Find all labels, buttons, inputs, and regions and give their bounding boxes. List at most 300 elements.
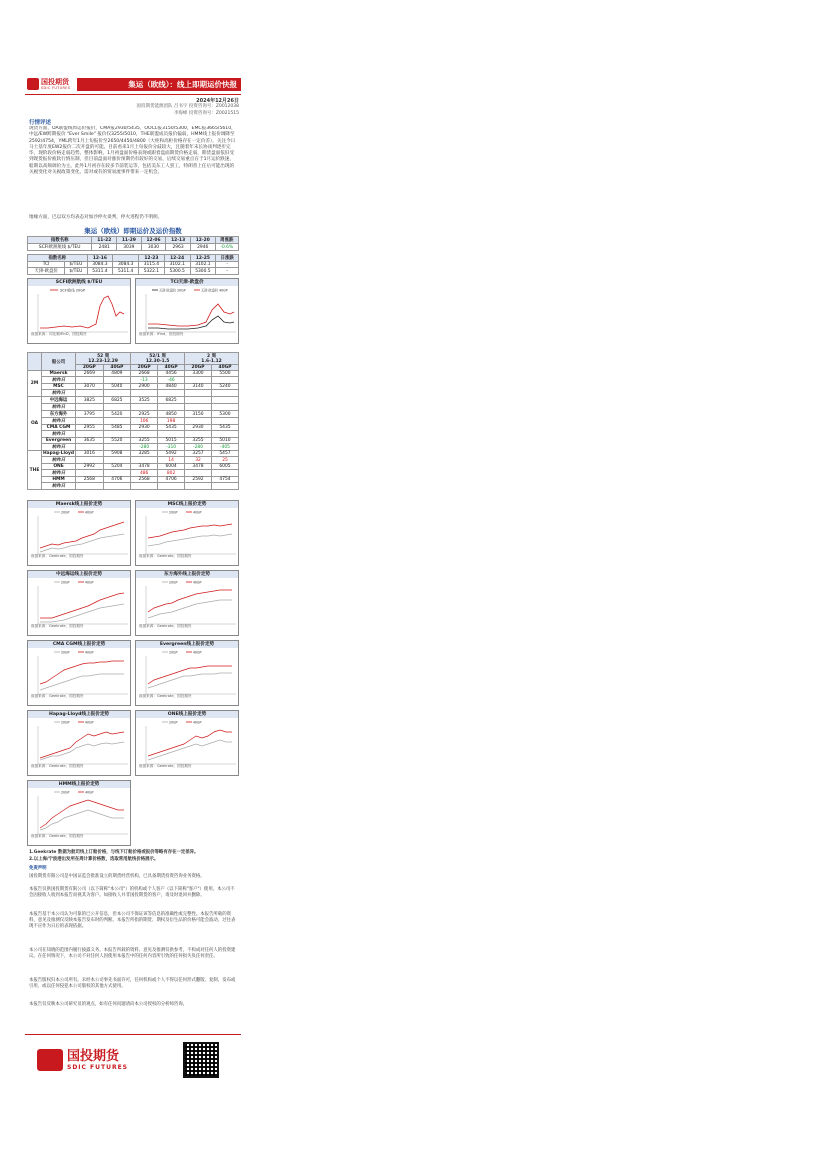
legend-20gp: 20GP bbox=[61, 510, 70, 515]
carrier-chart-plot bbox=[28, 788, 132, 840]
quote-cell bbox=[103, 377, 131, 384]
quote-cell bbox=[76, 404, 104, 411]
col-week1: 52 周 12.23-12.29 bbox=[76, 353, 131, 365]
quote-cell bbox=[131, 390, 158, 397]
quote-cell bbox=[103, 404, 131, 411]
tci-row bbox=[28, 268, 239, 275]
quote-cell: 106 bbox=[131, 418, 158, 425]
carrier-name-cell: ONE bbox=[42, 464, 76, 470]
tci-chart-title: TCI天津-欧盘价 bbox=[136, 279, 238, 286]
author-line-1: 国投期货能源团队 吕书宇 投资咨询号：Z0012038 bbox=[136, 104, 239, 109]
quote-cell bbox=[131, 483, 158, 490]
carrier-name-cell: 较昨日 bbox=[42, 377, 76, 384]
container-type-header: 20GP bbox=[131, 365, 158, 371]
quote-cell bbox=[76, 377, 104, 384]
legend-20gp: 20GP bbox=[61, 580, 70, 585]
quote-cell: 5040 bbox=[103, 384, 131, 390]
tci-header-cell bbox=[113, 255, 139, 262]
carrier-chart-source: 数据来源：Geekrate，国投期货 bbox=[31, 554, 84, 558]
tci-cell: 天津-欧盘价 bbox=[28, 268, 65, 275]
carrier-name-cell: Maersk bbox=[42, 371, 76, 377]
tci-legend-b: 天津-欧盘价 40GP bbox=[201, 288, 228, 293]
footer-logo-en: SDIC FUTURES bbox=[67, 1063, 129, 1071]
carrier-chart-plot bbox=[28, 578, 132, 630]
quote-cell bbox=[211, 418, 238, 425]
quote-cell: 14 bbox=[158, 457, 185, 464]
carrier-name-cell: 较昨日 bbox=[42, 470, 76, 477]
container-type-header: 40GP bbox=[211, 365, 238, 371]
series-40gp bbox=[148, 590, 232, 612]
carrier-chart bbox=[135, 570, 239, 636]
quote-cell: 5420 bbox=[103, 411, 131, 418]
quote-cell bbox=[103, 418, 131, 425]
scfi-header-cell: 12-06 bbox=[141, 237, 166, 244]
quote-cell: 6825 bbox=[158, 397, 185, 404]
quote-cell: 5015 bbox=[158, 438, 185, 444]
quote-cell: 4706 bbox=[158, 477, 185, 483]
quote-cell bbox=[76, 390, 104, 397]
legend-20gp: 20GP bbox=[169, 650, 178, 655]
carrier-chart-source: 数据来源：Geekrate，国投期货 bbox=[31, 764, 84, 768]
quote-cell bbox=[211, 483, 238, 490]
carrier-name-cell: Hapag-Lloyd bbox=[43, 451, 75, 456]
quote-cell bbox=[211, 470, 238, 477]
quote-cell bbox=[185, 418, 212, 425]
disclaimer-heading: 免责声明 bbox=[29, 866, 47, 871]
quote-cell: 486 bbox=[131, 470, 158, 477]
carrier-name-cell: 较昨日 bbox=[42, 483, 76, 490]
scfi-value-cell: 2481 bbox=[92, 244, 117, 251]
legend-40gp: 40GP bbox=[193, 650, 202, 655]
quote-cell bbox=[185, 390, 212, 397]
quote-cell: 6825 bbox=[103, 397, 131, 404]
author-line-2: 李海峰 投资咨询号：Z0021515 bbox=[173, 111, 239, 116]
carrier-chart-source: 数据来源：Geekrate，国投期货 bbox=[139, 694, 192, 698]
logo-en: SDIC FUTURES bbox=[41, 86, 71, 90]
quote-row bbox=[28, 411, 239, 418]
qr-code-icon bbox=[183, 1042, 219, 1078]
legend-40gp: 40GP bbox=[85, 580, 94, 585]
legend-40gp: 40GP bbox=[85, 510, 94, 515]
scfi-value-cell: 2963 bbox=[166, 244, 191, 251]
quote-cell bbox=[158, 483, 185, 490]
review-paragraph-1: 现货方面，OA联盟线周运价报价，CMA报2930/5435，OOCL报3150/5300，EMC报3665/5610，中远/EW跨期报价 "Ever Smile" 报价仅3255/5010，THE联盟成员报价偏弱，HMM线上报价调降至2592/4754，YML跨年1月上旬报价至2650/4450/4800（大柜和高柜价格存在一定价差），关注今日马士基年度EW2报价二次开盘的可能。目前看来1月上旬报价分歧较大，且随着年末长协谈判逐步完毕，现阶段价格走弱趋势，整体影响，1月初盘面价格表现或跟着盘面期货价格走弱，期货盘面依旧受到现货报价疲软行情压制，但目前盘面对涨价预期仍有较好的交易，后续交易重点在于1月运价跌速，船期以高频调价为主。此外1月初存在较多节前装运等，包括美东工人罢工，特朗普上任后可能出现的关税变化对关税政策变化，需对或有的贸易流事件带来一定机会。 bbox=[29, 126, 236, 176]
quote-cell bbox=[185, 470, 212, 477]
footer-logo-cn: 国投期货 bbox=[67, 1048, 120, 1064]
tci-cell: 5300.5 bbox=[190, 268, 216, 275]
carrier-chart-source: 数据来源：Geekrate，国投期货 bbox=[139, 764, 192, 768]
quote-cell bbox=[76, 483, 104, 490]
quote-row bbox=[28, 397, 239, 404]
carrier-name-cell: 东方海外 bbox=[42, 411, 76, 418]
carrier-chart bbox=[27, 780, 131, 846]
legend-20gp: 20GP bbox=[169, 510, 178, 515]
quote-cell: 3478 bbox=[185, 464, 212, 470]
quote-cell: 32 bbox=[185, 457, 212, 464]
carrier-chart-plot bbox=[28, 718, 132, 770]
quote-cell: 2668 bbox=[131, 371, 158, 377]
legend-40gp: 40GP bbox=[85, 720, 94, 725]
container-type-header: 20GP bbox=[185, 365, 212, 371]
carrier-name-cell: 较昨日 bbox=[42, 444, 76, 451]
quote-row bbox=[28, 377, 239, 384]
quote-row bbox=[28, 483, 239, 490]
quote-cell bbox=[211, 431, 238, 438]
tci-cell: 3102.1 bbox=[190, 262, 216, 268]
scfi-header-cell: 12-20 bbox=[190, 237, 215, 244]
quote-row bbox=[28, 444, 239, 451]
quote-cell bbox=[211, 390, 238, 397]
note-2: 2.以上海/宁波港出发所在周计算价格数，选取常用航线价格展示。 bbox=[29, 857, 159, 862]
quote-cell: 5240 bbox=[211, 384, 238, 390]
series-20gp bbox=[148, 740, 232, 760]
index-table-title: 集运（欧线）即期运价及运价指数 bbox=[84, 227, 182, 235]
quote-row bbox=[28, 390, 239, 397]
quote-cell bbox=[103, 390, 131, 397]
carrier-chart bbox=[135, 710, 239, 776]
carrier-name-cell: 较昨日 bbox=[42, 390, 76, 397]
quote-cell: 3795 bbox=[76, 411, 104, 418]
quote-cell: 2669 bbox=[76, 371, 104, 377]
tci-cell: 5300.5 bbox=[164, 268, 190, 275]
quote-cell: 5204 bbox=[103, 464, 131, 470]
disclaimer-6: 本报告仅反映本公司研究员的观点，如有任何问题请向本公司授权的分析师咨询。 bbox=[29, 1002, 188, 1007]
tci-cell: $/TEU bbox=[65, 268, 87, 275]
tci-legend-a: 天津-欧盘价 20GP bbox=[159, 288, 186, 293]
scfi-header-cell: 12-13 bbox=[166, 237, 191, 244]
alliance-cell: 2M bbox=[28, 371, 42, 397]
alliance-cell: THE bbox=[28, 451, 42, 490]
legend-40gp: 40GP bbox=[193, 580, 202, 585]
carrier-chart-title: 东方海外线上报价走势 bbox=[136, 571, 238, 578]
carrier-chart-title: Evergreen线上报价走势 bbox=[136, 641, 238, 648]
quote-cell bbox=[185, 431, 212, 438]
scfi-value-cell: 3039 bbox=[117, 244, 142, 251]
series-20gp bbox=[148, 600, 232, 618]
tci-cell: $/TEU bbox=[65, 262, 87, 268]
quote-cell: 3070 bbox=[76, 384, 104, 390]
legend-20gp: 20GP bbox=[61, 720, 70, 725]
review-heading: 行情评述 bbox=[29, 120, 52, 126]
carrier-name-cell: CMA CGM bbox=[42, 425, 76, 431]
quote-cell: 4809 bbox=[103, 371, 131, 377]
tci-header-cell: 12-16 bbox=[87, 255, 113, 262]
legend-20gp: 20GP bbox=[169, 720, 178, 725]
quote-row bbox=[28, 418, 239, 425]
scfi-header-cell: 11-22 bbox=[92, 237, 117, 244]
footer-divider bbox=[25, 1034, 241, 1035]
quote-row bbox=[28, 470, 239, 477]
container-type-header: 40GP bbox=[103, 365, 131, 371]
quote-cell bbox=[76, 470, 104, 477]
quote-cell bbox=[103, 470, 131, 477]
series-20gp bbox=[40, 604, 124, 622]
scfi-value-cell: -0.6% bbox=[215, 244, 238, 251]
quote-cell: 2930 bbox=[131, 425, 158, 431]
series-40gp bbox=[148, 666, 232, 684]
carrier-chart-plot bbox=[136, 508, 240, 560]
quote-cell: 3825 bbox=[76, 397, 104, 404]
quote-cell: -46 bbox=[158, 377, 185, 384]
scfi-chart-source: 数据来源：同花顺iFinD，国投期货 bbox=[31, 332, 87, 336]
quote-cell bbox=[211, 377, 238, 384]
carrier-name-cell: 较昨日 bbox=[42, 418, 76, 425]
series-40gp bbox=[148, 730, 232, 756]
review-paragraph-2: 地缘方面，巴以双方均表态对加沙停火谈判，停火进程仍不明朗。 bbox=[29, 215, 163, 220]
series-40gp bbox=[40, 661, 124, 684]
carrier-name-cell: 较昨日 bbox=[42, 431, 76, 438]
quote-cell: 2592 bbox=[185, 477, 212, 483]
disclaimer-5: 本报告版权归本公司所有。未经本公司事先书面许可，任何机构或个人不得以任何形式翻版、复制、发布或引用，或以任何侵犯本公司版权的其他方式使用。 bbox=[29, 978, 236, 989]
quote-cell: 2992 bbox=[76, 464, 104, 470]
scfi-value-cell: 2946 bbox=[190, 244, 215, 251]
quote-cell bbox=[131, 431, 158, 438]
tci-cell: - bbox=[216, 262, 239, 268]
quote-cell: 802 bbox=[158, 470, 185, 477]
scfi-index-table bbox=[27, 236, 239, 251]
carrier-chart-plot bbox=[136, 718, 240, 770]
quote-cell: 5492 bbox=[158, 451, 185, 457]
tci-cell: 3115.4 bbox=[139, 262, 165, 268]
tci-cell: 3084.3 bbox=[113, 262, 139, 268]
quote-cell: 5435 bbox=[158, 425, 185, 431]
quote-cell: -405 bbox=[211, 444, 238, 451]
carrier-chart bbox=[27, 710, 131, 776]
scfi-value-cell: 3030 bbox=[141, 244, 166, 251]
quote-cell bbox=[158, 431, 185, 438]
carrier-name-cell: MSC bbox=[42, 384, 76, 390]
col-company: 船公司 bbox=[42, 353, 76, 371]
legend-40gp: 40GP bbox=[85, 790, 94, 795]
quote-cell bbox=[185, 483, 212, 490]
legend-40gp: 40GP bbox=[193, 720, 202, 725]
alliance-cell: OA bbox=[28, 397, 42, 451]
carrier-chart bbox=[27, 570, 131, 636]
quote-cell: -280 bbox=[185, 444, 212, 451]
quote-cell: 4456 bbox=[158, 371, 185, 377]
report-date: 2024年12月26日 bbox=[196, 98, 239, 104]
quote-cell: 3255 bbox=[131, 438, 158, 444]
quote-cell bbox=[76, 457, 104, 464]
quote-row bbox=[28, 431, 239, 438]
carrier-chart-source: 数据来源：Geekrate，国投期货 bbox=[31, 694, 84, 698]
carrier-name-cell: HMM bbox=[42, 477, 76, 483]
legend-40gp: 40GP bbox=[193, 510, 202, 515]
disclaimer-2: 本报告仅供国投期货有限公司（以下简称"本公司"）的机构或个人客户（以下简称"客户"）使用。本公司不会因接收人收到本报告而视其为客户。如接收人并非国投期货的客户，请及时退回并删除。 bbox=[29, 887, 235, 898]
quote-cell: 4706 bbox=[103, 477, 131, 483]
scfi-chart bbox=[27, 278, 131, 344]
quote-cell: 3525 bbox=[131, 397, 158, 404]
company-logo bbox=[27, 75, 75, 93]
series-20gp bbox=[40, 810, 124, 830]
quote-cell: 198 bbox=[158, 418, 185, 425]
quote-cell: -13 bbox=[131, 377, 158, 384]
tci-cell: 5311.4 bbox=[87, 268, 113, 275]
quote-cell bbox=[103, 431, 131, 438]
quote-cell bbox=[103, 483, 131, 490]
quote-cell: 5435 bbox=[211, 425, 238, 431]
col-week3: 2 周 1.6-1.12 bbox=[185, 353, 239, 365]
disclaimer-1: 国投期货有限公司是中国证监会批准设立的期货经营机构，已具备期货投资咨询业务资格。 bbox=[29, 874, 205, 879]
carrier-chart-source: 数据来源：Geekrate，国投期货 bbox=[31, 834, 84, 838]
carrier-chart bbox=[135, 500, 239, 566]
tci-header-cell: 指数名称 bbox=[28, 255, 88, 262]
footer-logo bbox=[37, 1040, 159, 1080]
series-20gp bbox=[148, 673, 232, 688]
tci-chart-plot bbox=[136, 286, 240, 338]
tci-chart-source: 数据来源：iFind，国投期货 bbox=[139, 332, 184, 336]
quote-cell: 25 bbox=[211, 457, 238, 464]
disclaimer-4: 本公司在知晓的范围内履行披露义务。本报告所载的资料、意见及推测仅供参考，不构成对任何人的投资建议。在任何情况下，本公司不对任何人因使用本报告中的任何内容所引致的任何损失负任何责任。 bbox=[29, 948, 236, 959]
quote-cell: 3478 bbox=[131, 464, 158, 470]
container-type-header: 20GP bbox=[76, 365, 104, 371]
tci-line-40 bbox=[148, 304, 234, 326]
quote-cell bbox=[185, 404, 212, 411]
logo-mark-icon bbox=[27, 78, 39, 90]
quote-cell bbox=[76, 444, 104, 451]
carrier-chart-plot bbox=[28, 508, 132, 560]
carrier-chart bbox=[135, 640, 239, 706]
scfi-header-cell: 11-29 bbox=[117, 237, 142, 244]
quote-cell: 2955 bbox=[76, 425, 104, 431]
quote-cell: 5300 bbox=[211, 411, 238, 418]
scfi-header-cell: 指数名称 bbox=[28, 237, 92, 244]
note-1: 1.Geekrate 数据为航司线上订舱价格，与线下订舱价格或报价等略有存在一定差异。 bbox=[29, 850, 199, 855]
quote-cell: 3150 bbox=[185, 411, 212, 418]
report-title: 集运（欧线）：线上即期运价快报 bbox=[77, 78, 241, 91]
tci-cell: 5311.4 bbox=[113, 268, 139, 275]
legend-20gp: 20GP bbox=[61, 790, 70, 795]
quote-cell: 3300 bbox=[185, 371, 212, 377]
tci-line-20 bbox=[148, 316, 234, 329]
quote-cell bbox=[131, 404, 158, 411]
tci-cell: TCI bbox=[28, 262, 65, 268]
quote-cell: 3140 bbox=[185, 384, 212, 390]
tci-header-cell: 12-23 bbox=[139, 255, 165, 262]
quote-cell: 4754 bbox=[211, 477, 238, 483]
quote-cell: 3635 bbox=[76, 438, 104, 444]
tci-header-cell: 12-25 bbox=[190, 255, 216, 262]
carrier-chart-title: CMA CGM线上报价走势 bbox=[28, 641, 130, 648]
carrier-chart-title: Maersk线上报价走势 bbox=[28, 501, 130, 508]
scfi-header-cell: 周涨跌 bbox=[215, 237, 238, 244]
quote-cell: 2568 bbox=[76, 477, 104, 483]
scfi-chart-title: SCFI欧洲航线 $/TEU bbox=[28, 279, 130, 286]
carrier-chart-plot bbox=[136, 578, 240, 630]
report-page bbox=[25, 72, 241, 1092]
series-20gp bbox=[40, 742, 124, 760]
scfi-value-cell: SCFI欧洲航线 $/TEU bbox=[28, 244, 92, 251]
carrier-name-cell: Evergreen bbox=[42, 438, 76, 444]
carrier-chart-title: MSC线上报价走势 bbox=[136, 501, 238, 508]
quote-cell: 5520 bbox=[103, 438, 131, 444]
quote-cell: 2568 bbox=[131, 477, 158, 483]
quote-cell: 2925 bbox=[131, 411, 158, 418]
disclaimer-3: 本报告基于本公司认为可靠的已公开信息，但本公司不保证该等信息的准确性或完整性。本报告所载的资料、意见及推测仅反映本报告发布时的判断。本报告所指的期货、期权及衍生品的价格可能会波动，过往表现不应作为日后的表现依据。 bbox=[29, 912, 236, 929]
tci-cell: 3102.1 bbox=[164, 262, 190, 268]
tci-header-cell: 12-24 bbox=[164, 255, 190, 262]
quote-cell bbox=[158, 390, 185, 397]
carrier-quote-table bbox=[27, 352, 239, 490]
quote-row bbox=[28, 404, 239, 411]
carrier-chart-plot bbox=[28, 648, 132, 700]
series-40gp bbox=[40, 732, 124, 758]
carrier-name-cell: 较昨日 bbox=[42, 457, 76, 464]
carrier-chart-title: ONE线上报价走势 bbox=[136, 711, 238, 718]
series-20gp bbox=[40, 534, 124, 552]
quote-cell bbox=[76, 431, 104, 438]
quote-cell: 6004 bbox=[158, 464, 185, 470]
quote-cell: 3285 bbox=[131, 451, 158, 457]
series-20gp bbox=[40, 674, 124, 690]
col-week2: 52/1 周 12.30-1.5 bbox=[131, 353, 185, 365]
quote-row bbox=[28, 457, 239, 464]
quote-cell bbox=[103, 444, 131, 451]
carrier-chart-source: 数据来源：Geekrate，国投期货 bbox=[139, 624, 192, 628]
footer-logo-mark-icon bbox=[37, 1049, 63, 1071]
quote-cell bbox=[158, 404, 185, 411]
quote-cell: 5500 bbox=[211, 371, 238, 377]
scfi-line bbox=[40, 296, 124, 328]
tci-chart bbox=[135, 278, 239, 344]
tci-header-cell: 日涨跌 bbox=[216, 255, 239, 262]
quote-cell: 2930 bbox=[185, 425, 212, 431]
quote-cell: 3016 bbox=[76, 451, 104, 457]
carrier-chart-source: 数据来源：Geekrate，国投期货 bbox=[139, 554, 192, 558]
report-header bbox=[25, 72, 241, 96]
carrier-name-cell: 较昨日 bbox=[42, 404, 76, 411]
scfi-legend: SCFI欧线 20GP bbox=[60, 288, 86, 293]
header-divider bbox=[25, 94, 241, 95]
quote-cell: 5908 bbox=[103, 451, 131, 457]
quote-cell: 6005 bbox=[211, 464, 238, 470]
quote-cell: -310 bbox=[158, 444, 185, 451]
tci-cell: 3084.3 bbox=[87, 262, 113, 268]
quote-cell: 5457 bbox=[211, 451, 238, 457]
scfi-chart-plot bbox=[28, 286, 132, 338]
quote-cell: 3255 bbox=[185, 438, 212, 444]
carrier-chart-title: Hapag-Lloyd线上报价走势 bbox=[28, 711, 130, 718]
quote-cell: 5485 bbox=[103, 425, 131, 431]
legend-20gp: 20GP bbox=[61, 650, 70, 655]
tci-index-table bbox=[27, 254, 239, 275]
quote-cell: 5010 bbox=[211, 438, 238, 444]
carrier-chart-title: 中远海运线上报价走势 bbox=[28, 571, 130, 578]
quote-cell bbox=[131, 457, 158, 464]
quote-cell: 4850 bbox=[158, 411, 185, 418]
quote-cell: 2900 bbox=[131, 384, 158, 390]
container-type-header: 40GP bbox=[158, 365, 185, 371]
carrier-chart-source: 数据来源：Geekrate，国投期货 bbox=[31, 624, 84, 628]
quote-cell: 4840 bbox=[158, 384, 185, 390]
quote-cell bbox=[185, 377, 212, 384]
carrier-chart-plot bbox=[136, 648, 240, 700]
quote-cell bbox=[103, 457, 131, 464]
tci-cell: 5322.1 bbox=[139, 268, 165, 275]
carrier-chart-title: HMM线上报价走势 bbox=[28, 781, 130, 788]
quote-cell bbox=[211, 404, 238, 411]
legend-40gp: 40GP bbox=[85, 650, 94, 655]
quote-cell bbox=[76, 418, 104, 425]
tci-cell: - bbox=[216, 268, 239, 275]
quote-cell: 3257 bbox=[185, 451, 212, 457]
quote-cell bbox=[211, 397, 238, 404]
quote-cell: -280 bbox=[131, 444, 158, 451]
quote-cell bbox=[185, 397, 212, 404]
logo-cn: 国投期货 bbox=[41, 78, 69, 86]
carrier-chart bbox=[27, 500, 131, 566]
carrier-chart bbox=[27, 640, 131, 706]
